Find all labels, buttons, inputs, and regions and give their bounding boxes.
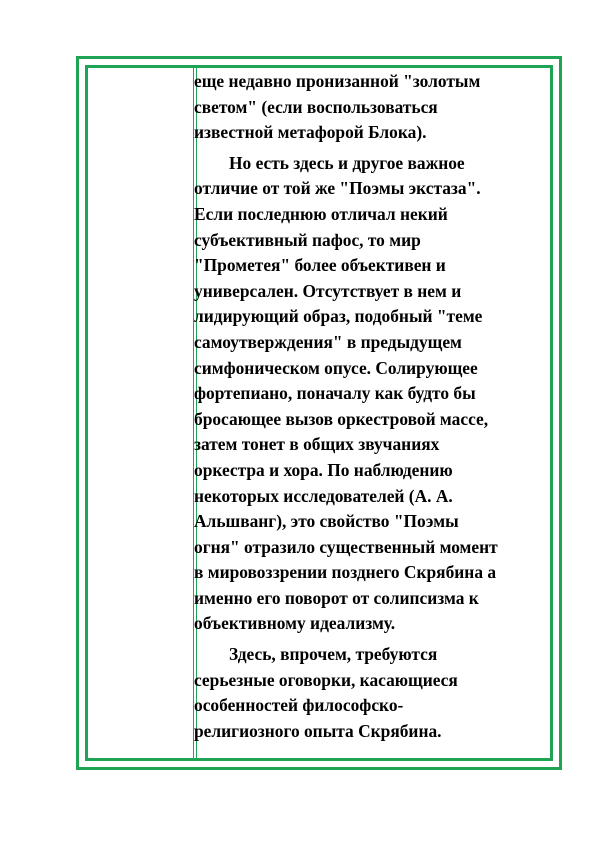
text-line: универсален. Отсутствует в нем и	[194, 280, 462, 301]
text-line: особенностей философско-	[194, 695, 404, 716]
paragraph-caveats	[194, 642, 546, 744]
text-line: Но есть здесь и другое важное	[229, 152, 465, 173]
text-line: симфоническом опусе. Солирующее	[194, 357, 478, 378]
text-line: некоторых исследователей (А. А.	[194, 485, 453, 506]
text-line: бросающее вызов оркестровой массе,	[194, 408, 489, 429]
text-line: затем тонет в общих звучаниях	[194, 434, 440, 455]
text-line: религиозного опыта Скрябина.	[194, 720, 442, 741]
text-line: самоутверждения" в предыдущем	[194, 331, 462, 352]
text-line: субъективный пафос, то мир	[194, 229, 421, 250]
text-line: объективному идеализму.	[194, 613, 396, 634]
text-line: известной метафорой Блока).	[194, 122, 427, 143]
text-line: в мировоззрении позднего Скрябина а	[194, 562, 497, 583]
text-line: Здесь, впрочем, требуются	[229, 644, 438, 665]
text-line: огня" отразило существенный момент	[194, 536, 498, 557]
text-line: серьезные оговорки, касающиеся	[194, 669, 458, 690]
text-line: "Прометея" более объективен и	[194, 255, 446, 276]
text-line: Альшванг), это свойство "Поэмы	[194, 511, 459, 532]
text-line: фортепиано, поначалу как будто бы	[194, 383, 476, 404]
paragraph-continuation	[194, 69, 546, 146]
text-line: отличие от той же "Поэмы экстаза".	[194, 178, 481, 199]
text-line: оркестра и хора. По наблюдению	[194, 459, 453, 480]
body-text	[194, 69, 546, 744]
text-line: светом" (если воспользоваться	[194, 96, 438, 117]
text-line: лидирующий образ, подобный "теме	[194, 306, 483, 327]
text-line: еще недавно пронизанной "золотым	[194, 71, 481, 91]
paragraph-prometheus	[194, 151, 546, 637]
text-line: Если последнюю отличал некий	[194, 203, 448, 224]
text-line: именно его поворот от солипсизма к	[194, 587, 479, 608]
